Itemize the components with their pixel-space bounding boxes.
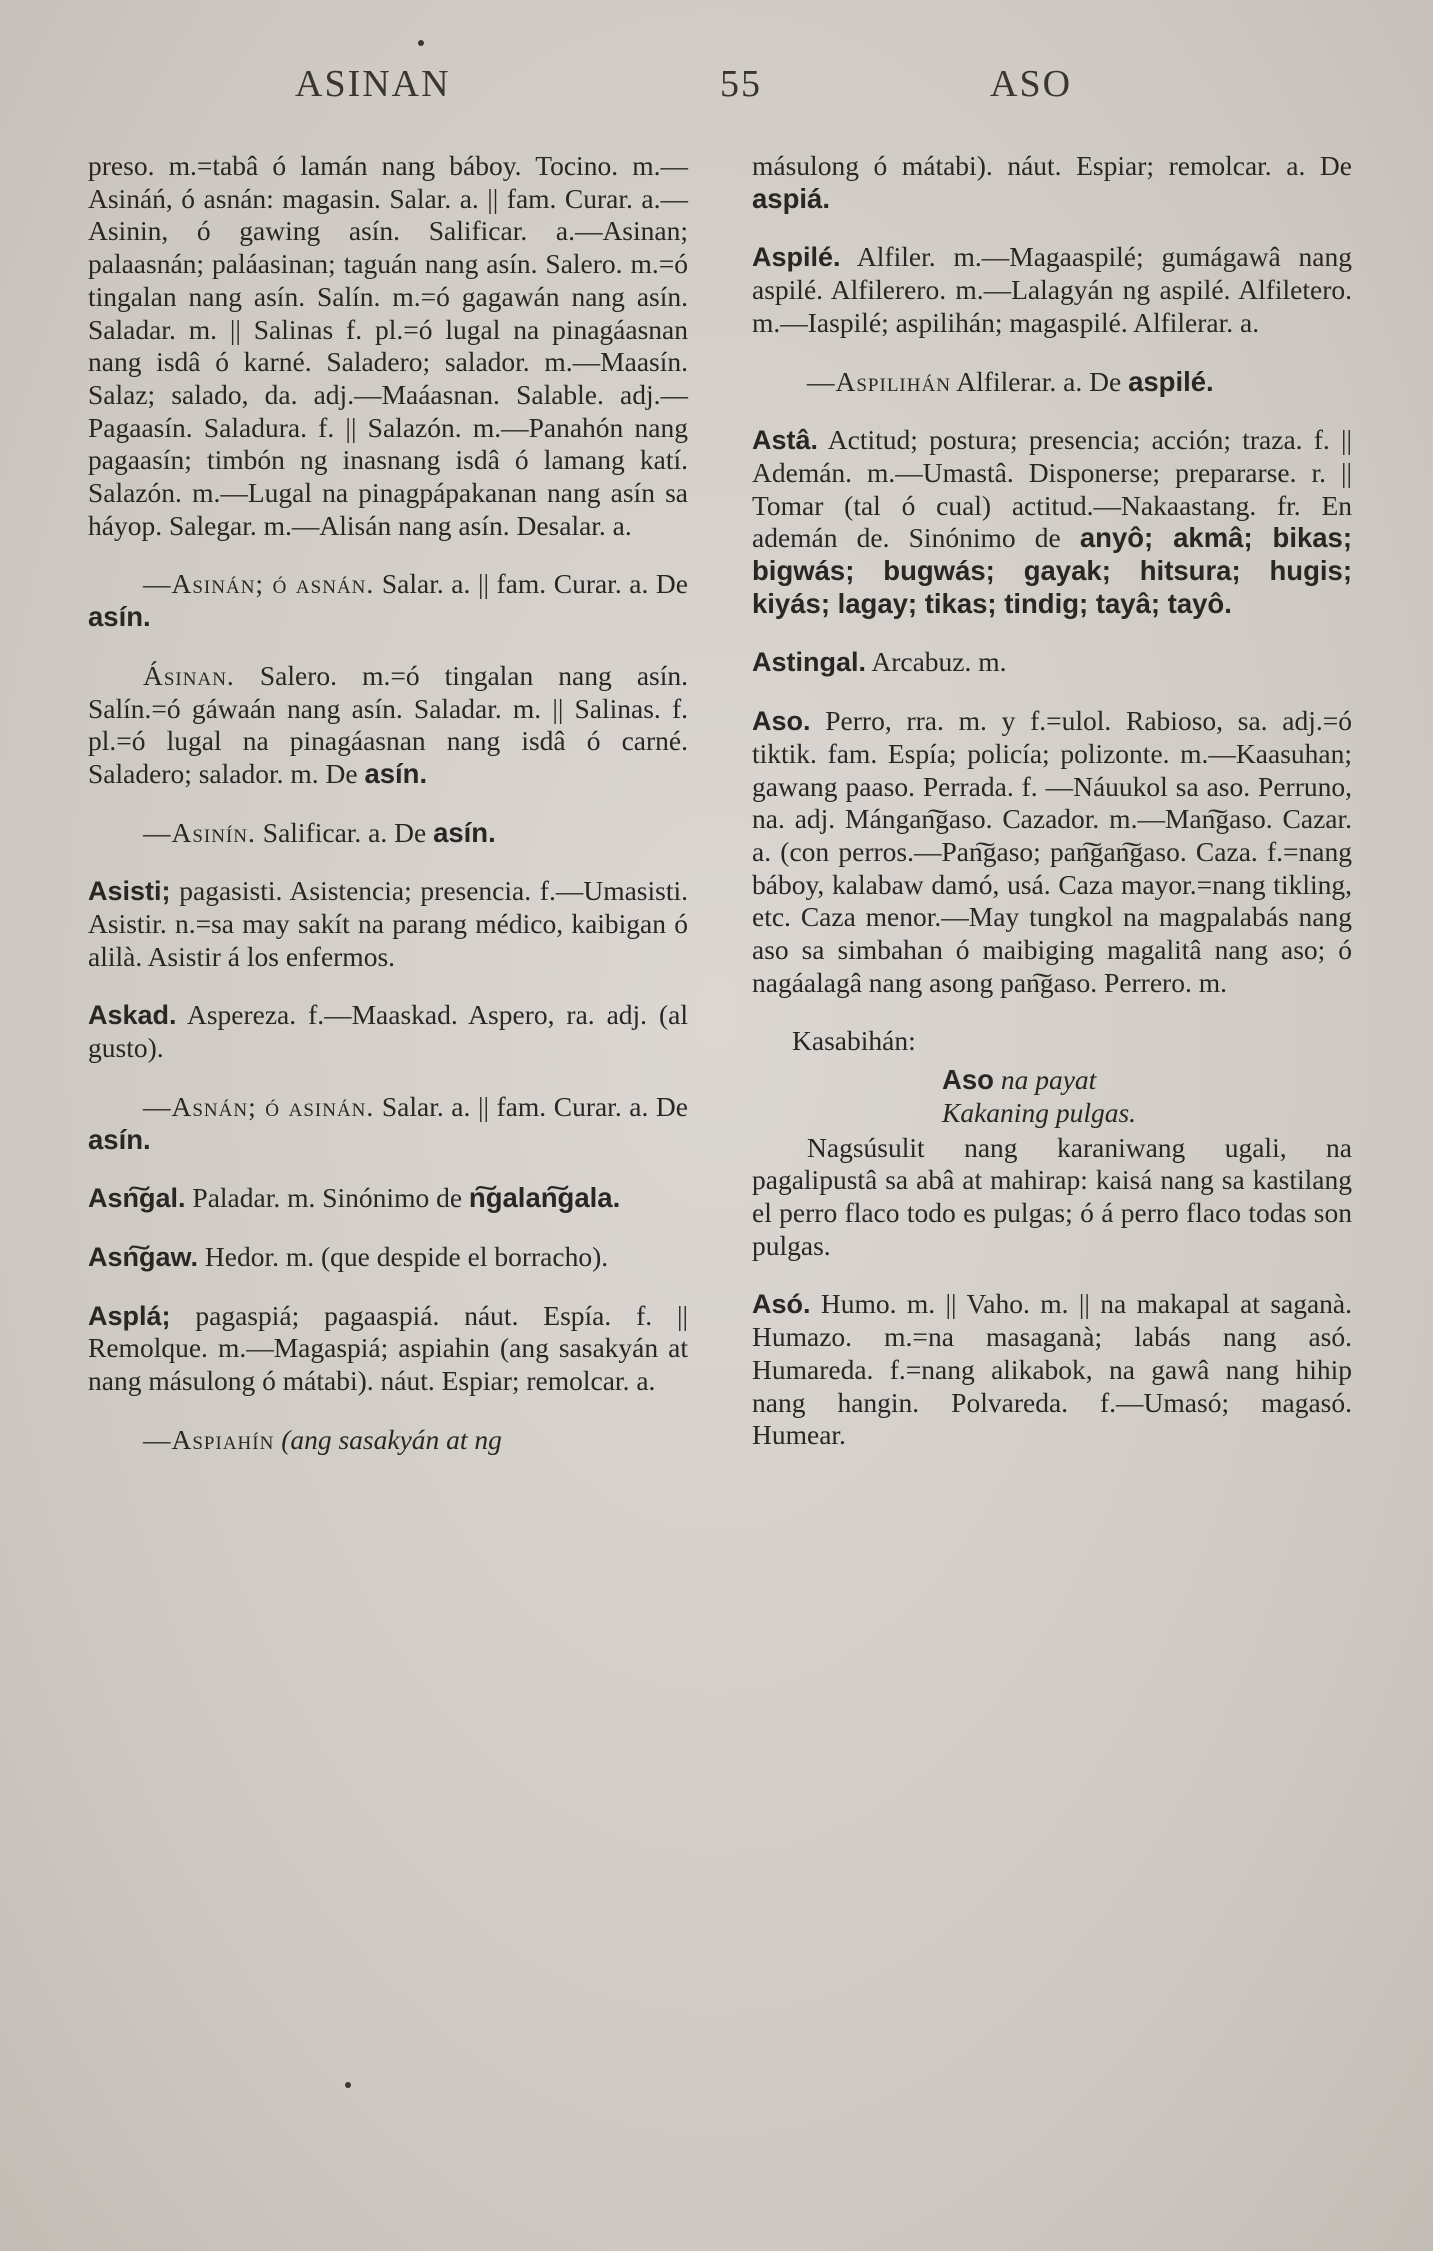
entry-asnan (88, 1091, 688, 1156)
entry-text: Aspereza. f.—Maaskad. Aspero, ra. adj. (al gusto). (88, 999, 688, 1064)
entry-text: Salar. a. || fam. Curar. a. De (381, 1090, 689, 1122)
left-column (88, 150, 688, 1483)
entry-headword: Ásinan. (143, 659, 235, 691)
entry-text: pagasisti. Asistencia; presencia. f.—Umasisti. Asistir. n.=sa may sakít na parang médico, kaibigan ó alilà. Asistir á los enfermos. (88, 875, 688, 972)
proverb-keyword: Aso (942, 1064, 994, 1096)
right-column (752, 150, 1352, 1478)
cross-reference: n͠galan͠gala. (468, 1182, 621, 1214)
entry-askad (88, 999, 688, 1064)
cross-reference: aspiá. (752, 182, 830, 214)
cross-reference: asín. (88, 601, 151, 633)
entry-headword: Astâ. (752, 425, 819, 456)
entry-text: Alfiler. m.—Magaaspilé; gumágawâ nang aspilé. Alfilerero. m.—Lalagyán ng aspilé. Alfiletero. m.—Iaspilé; aspilihán; magaspilé. Alfilerar. a. (752, 241, 1353, 338)
entry-text: Perro, rra. m. y f.=ulol. Rabioso, sa. adj.=ó tiktik. fam. Espía; policía; polizonte. m.—Kaasuhan; gawang paaso. Perrada. f. —Náuukol sa aso. Perruno, na. adj. Mángan͠gaso. Cazador. m.—Man͠gaso. Cazar. a. (con perros.—Pan͠gaso; pan͠gan͠gaso. Caza. f.=nang báboy, kalabaw damó, usá. Caza mayor.=nang tikling, etc. Caza menor.—May tungkol na magpalabás nang aso sa simbahan ó maibiging magalitâ nang aso; ó nagáalagâ nang asong pan͠gaso. Perrero. m. (752, 705, 1353, 998)
entry-text: preso. m.=tabâ ó lamán nang báboy. Tocino. m.—Asináń, ó asnán: magasin. Salar. a. || fam. Curar. a.—Asinin, ó gawing asín. Salificar. a.—Asinan; palaasnán; paláasinan; taguán nang asín. Salero. m.=ó tingalan nang asín. Salín. m.=ó gagawán nang asín. Saladar. m. || Salinas f. pl.=ó lugal na pinagáasnan nang isdâ ó karné. Saladero; salador. m.—Maasín. Salaz; salado, da. adj.—Maáasnan. Salable. adj.—Pagaasín. Saladura. f. || Salazón. m.—Panahón nang pagaasín; timbón ng inasnang isdâ ó lamang katí. Salazón. m.—Lugal na pinagpápakanan nang asín sa háyop. Salegar. m.—Alisán nang asín. Desalar. a. (88, 150, 688, 541)
entry-astingal (752, 646, 1352, 679)
ink-dot (345, 2082, 351, 2088)
entry-aspiahin-continued (752, 150, 1352, 215)
entry-headword: —Aspilihán (807, 365, 951, 397)
ink-dot (418, 40, 424, 46)
entry-headword: —Asinín. (143, 816, 256, 848)
proverb-label: Kasabihán: (792, 1025, 916, 1057)
entry-asisti (88, 875, 688, 973)
entry-headword: —Aspiahín (143, 1423, 275, 1455)
entry-asngaw (88, 1241, 688, 1274)
entry-aspia (88, 1300, 688, 1398)
proverb-line-1 (752, 1064, 1352, 1097)
entry-aspile (752, 241, 1352, 339)
entry-asinan-continued (88, 150, 688, 542)
cross-reference: asín. (433, 816, 496, 848)
entry-asinan-noun (88, 660, 688, 791)
entry-text: Humo. m. || Vaho. m. || na makapal at saganà. Humazo. m.=na masaganà; labás nang asó. Humareda. f.=nang alikabok, na gawâ nang hihip nang hangin. Polvareda. f.—Umasó; magasó. Humear. (752, 1288, 1353, 1451)
cross-reference: asín. (364, 757, 428, 789)
cross-reference: asín. (88, 1123, 151, 1155)
entry-text: másulong ó mátabi). náut. Espiar; remolcar. a. De (752, 150, 1352, 181)
proverb-block (752, 1025, 1352, 1262)
entry-text: (ang sasakyán at ng (281, 1423, 502, 1455)
entry-headword: Asn͠gal. (88, 1183, 186, 1214)
cross-reference: aspilé. (1128, 365, 1214, 397)
entry-headword: Asplá; (88, 1300, 171, 1331)
entry-text: Paladar. m. Sinónimo de (192, 1182, 463, 1214)
entry-text: Actitud; postura; presencia; acción; traza. f. || Ademán. m.—Umastâ. Disponerse; prepararse. r. || Tomar (tal ó cual) actitud.—Nakaastang. fr. En ademán de. Sinónimo de (752, 424, 1353, 554)
running-head-right: ASO (990, 63, 1073, 105)
proverb-explanation: Nagsúsulit nang karaniwang ugali, na pagalipustâ sa abâ at mahirap: kaisá nang sa kastilang el perro flaco todo es pulgas; ó á perro flaco todas son pulgas. (752, 1131, 1352, 1261)
entry-headword: Astingal. (752, 647, 867, 678)
entry-headword: Aspilé. (752, 242, 841, 273)
synonym-list: anyô; akmâ; bikas; bigwás; bugwás; gayak; hitsura; hugis; kiyás; lagay; tikas; tindig; tayâ; tayô. (752, 522, 1352, 619)
entry-headword: —Asinán; ó asnán. (143, 568, 375, 600)
entry-headword: Asisti; (88, 876, 171, 907)
entry-asinin (88, 817, 688, 850)
entry-text: Hedor. m. (que despide el borracho). (204, 1240, 609, 1272)
entry-headword: Askad. (88, 1000, 177, 1031)
entry-asinan-verb (88, 568, 688, 633)
proverb-line-2: Kakaning pulgas. (942, 1096, 1137, 1128)
entry-text: pagaspiá; pagaaspiá. náut. Espía. f. || Remolque. m.—Magaspiá; aspiahin (ang sasakyán at nang másulong ó mátabi). náut. Espiar; remolcar. a. (88, 1299, 688, 1397)
running-head-left: ASINAN (295, 63, 451, 105)
entry-text: Salero. m.=ó tingalan nang asín. Salín.=ó gáwaán nang asín. Saladar. m. || Salinas. f. pl.=ó lugal na pinagáasnan nang isdâ ó carné. Saladero; salador. m. De (88, 659, 689, 789)
entry-headword: Asn͠gaw. (88, 1241, 199, 1272)
entry-headword: —Asnán; ó asinán. (143, 1090, 375, 1122)
page-number: 55 (720, 63, 762, 105)
entry-aso (752, 705, 1352, 999)
entry-aspiahin (88, 1424, 688, 1457)
entry-asngal (88, 1182, 688, 1215)
proverb-text: na payat (1000, 1064, 1097, 1096)
entry-text: Arcabuz. m. (871, 646, 1007, 678)
entry-aspilihan (752, 366, 1352, 399)
entry-text: Salificar. a. De (262, 816, 427, 848)
entry-headword: Aso. (752, 706, 811, 737)
entry-text: Salar. a. || fam. Curar. a. De (381, 568, 689, 600)
entry-headword: Asó. (752, 1289, 811, 1320)
entry-text: Alfilerar. a. De (956, 365, 1122, 397)
entry-asta (752, 424, 1352, 620)
entry-aso-humo (752, 1288, 1352, 1452)
